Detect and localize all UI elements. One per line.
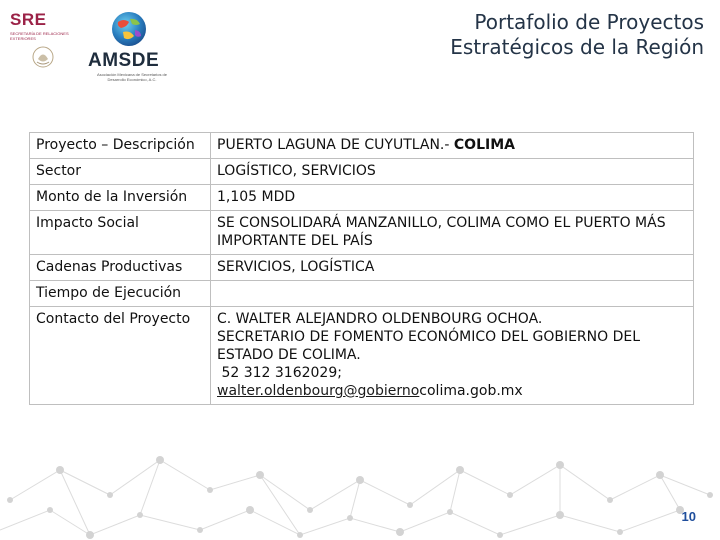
table-row [30, 255, 694, 281]
sre-logo [10, 10, 80, 73]
project-description: PUERTO LAGUNA DE CUYUTLAN.- [217, 137, 454, 153]
table-row [30, 281, 694, 307]
contact-role: SECRETARIO DE FOMENTO ECONÓMICO DEL GOBIERNO DEL ESTADO DE COLIMA. [217, 329, 641, 363]
project-state: COLIMA [453, 137, 515, 153]
amsde-logo-subtitle: Asociación Mexicana de Secretarios de Desarrollo Económico, A.C. [96, 72, 168, 82]
row-value [211, 281, 694, 307]
row-label: Impacto Social [30, 211, 211, 255]
table-row [30, 159, 694, 185]
contact-email-link[interactable]: walter.oldenbourg@gobierno [217, 383, 420, 399]
contact-phone: 52 312 3162029; [217, 365, 342, 381]
row-value [211, 307, 694, 405]
row-label: Monto de la Inversión [30, 185, 211, 211]
row-label: Sector [30, 159, 211, 185]
page-title-line-1: Portafolio de Proyectos [474, 10, 704, 34]
row-value: 1,105 MDD [211, 185, 694, 211]
mexican-seal-icon [32, 45, 54, 69]
globe-icon [110, 10, 148, 48]
contact-name: C. WALTER ALEJANDRO OLDENBOURG OCHOA. [217, 311, 543, 327]
logos [10, 10, 190, 80]
contact-email [217, 382, 687, 400]
table-row [30, 307, 694, 405]
row-value [211, 133, 694, 159]
sre-logo-subtitle: SECRETARÍA DE RELACIONES EXTERIORES [10, 31, 69, 41]
table-row [30, 211, 694, 255]
row-label: Cadenas Productivas [30, 255, 211, 281]
row-label: Tiempo de Ejecución [30, 281, 211, 307]
amsde-logo [88, 10, 188, 82]
contact-email-domain: colima.gob.mx [419, 383, 523, 399]
row-label: Contacto del Proyecto [30, 307, 211, 405]
amsde-logo-word: AMSDE [88, 50, 160, 71]
table-row [30, 133, 694, 159]
sre-logo-word: SRE [10, 10, 47, 29]
page-number: 10 [681, 509, 696, 524]
page-title [450, 10, 704, 60]
row-value: SERVICIOS, LOGÍSTICA [211, 255, 694, 281]
table-row [30, 185, 694, 211]
row-value: LOGÍSTICO, SERVICIOS [211, 159, 694, 185]
row-label: Proyecto – Descripción [30, 133, 211, 159]
page-title-line-2: Estratégicos de la Región [450, 35, 704, 59]
project-info-table [29, 132, 694, 405]
row-value: SE CONSOLIDARÁ MANZANILLO, COLIMA COMO EL PUERTO MÁS IMPORTANTE DEL PAÍS [211, 211, 694, 255]
network-background-decoration [0, 440, 720, 540]
